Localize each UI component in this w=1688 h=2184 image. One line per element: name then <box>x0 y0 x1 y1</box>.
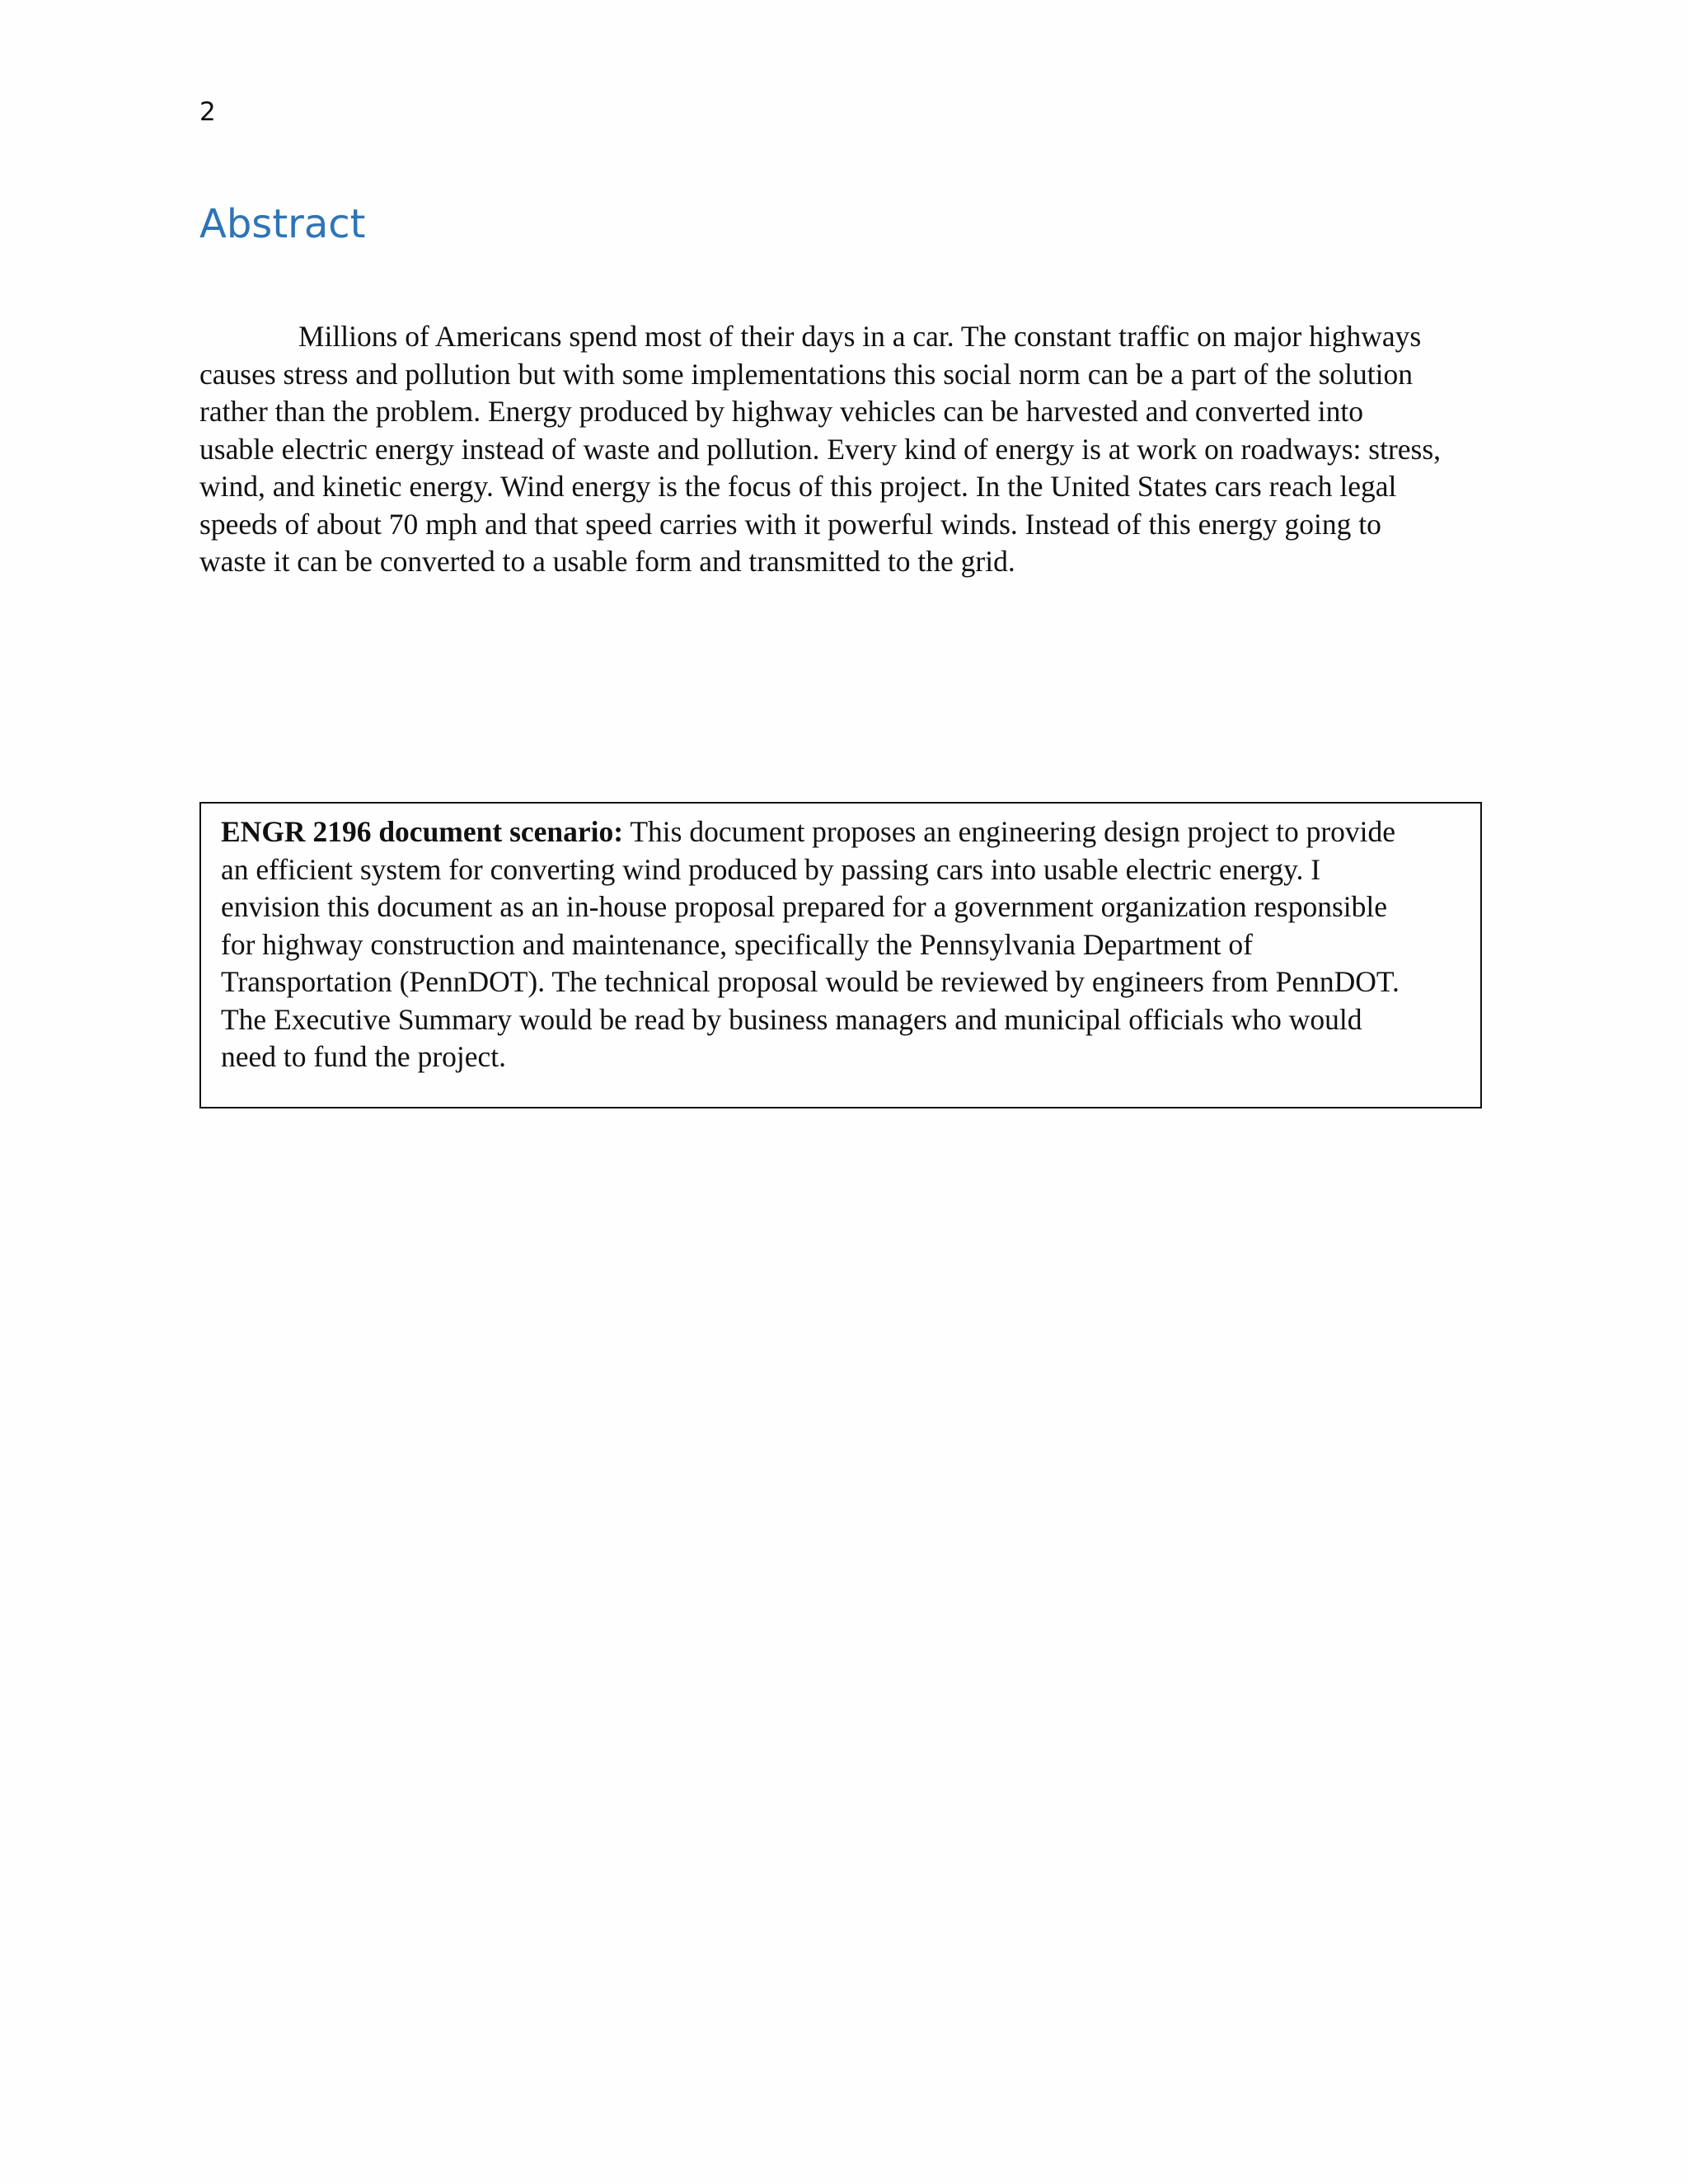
scenario-line: an efficient system for converting wind produced by passing cars into usable electric energy. I <box>221 852 1321 886</box>
page-number: 2 <box>199 97 216 127</box>
scenario-line-text: This document proposes an engineering design project to provide <box>623 815 1396 848</box>
abstract-paragraph <box>199 318 1502 581</box>
scenario-line: envision this document as an in-house proposal prepared for a government organization responsible <box>221 890 1388 923</box>
scenario-label: ENGR 2196 document scenario: <box>221 815 624 848</box>
abstract-line <box>199 318 1502 356</box>
scenario-paragraph <box>221 813 1465 1076</box>
scenario-line: for highway construction and maintenance, specifically the Pennsylvania Department of <box>221 927 1253 961</box>
abstract-line-text: Millions of Americans spend most of their days in a car. The constant traffic on major highways <box>298 320 1422 353</box>
scenario-line: Transportation (PennDOT). The technical proposal would be reviewed by engineers from PennDOT. <box>221 965 1400 998</box>
abstract-line: waste it can be converted to a usable form and transmitted to the grid. <box>199 545 1015 578</box>
scenario-line <box>221 813 1465 851</box>
abstract-line: rather than the problem. Energy produced by highway vehicles can be harvested and converted into <box>199 395 1363 428</box>
abstract-line: speeds of about 70 mph and that speed carries with it powerful winds. Instead of this energy going to <box>199 507 1381 541</box>
scenario-line: need to fund the project. <box>221 1040 507 1073</box>
abstract-line: usable electric energy instead of waste and pollution. Every kind of energy is at work on roadways: stress, <box>199 432 1442 466</box>
scenario-line: The Executive Summary would be read by business managers and municipal officials who would <box>221 1002 1362 1036</box>
abstract-heading: Abstract <box>199 201 366 247</box>
abstract-line: causes stress and pollution but with some implementations this social norm can be a part of the solution <box>199 357 1414 391</box>
scenario-box <box>199 802 1482 1108</box>
abstract-line: wind, and kinetic energy. Wind energy is the focus of this project. In the United States cars reach legal <box>199 470 1397 503</box>
